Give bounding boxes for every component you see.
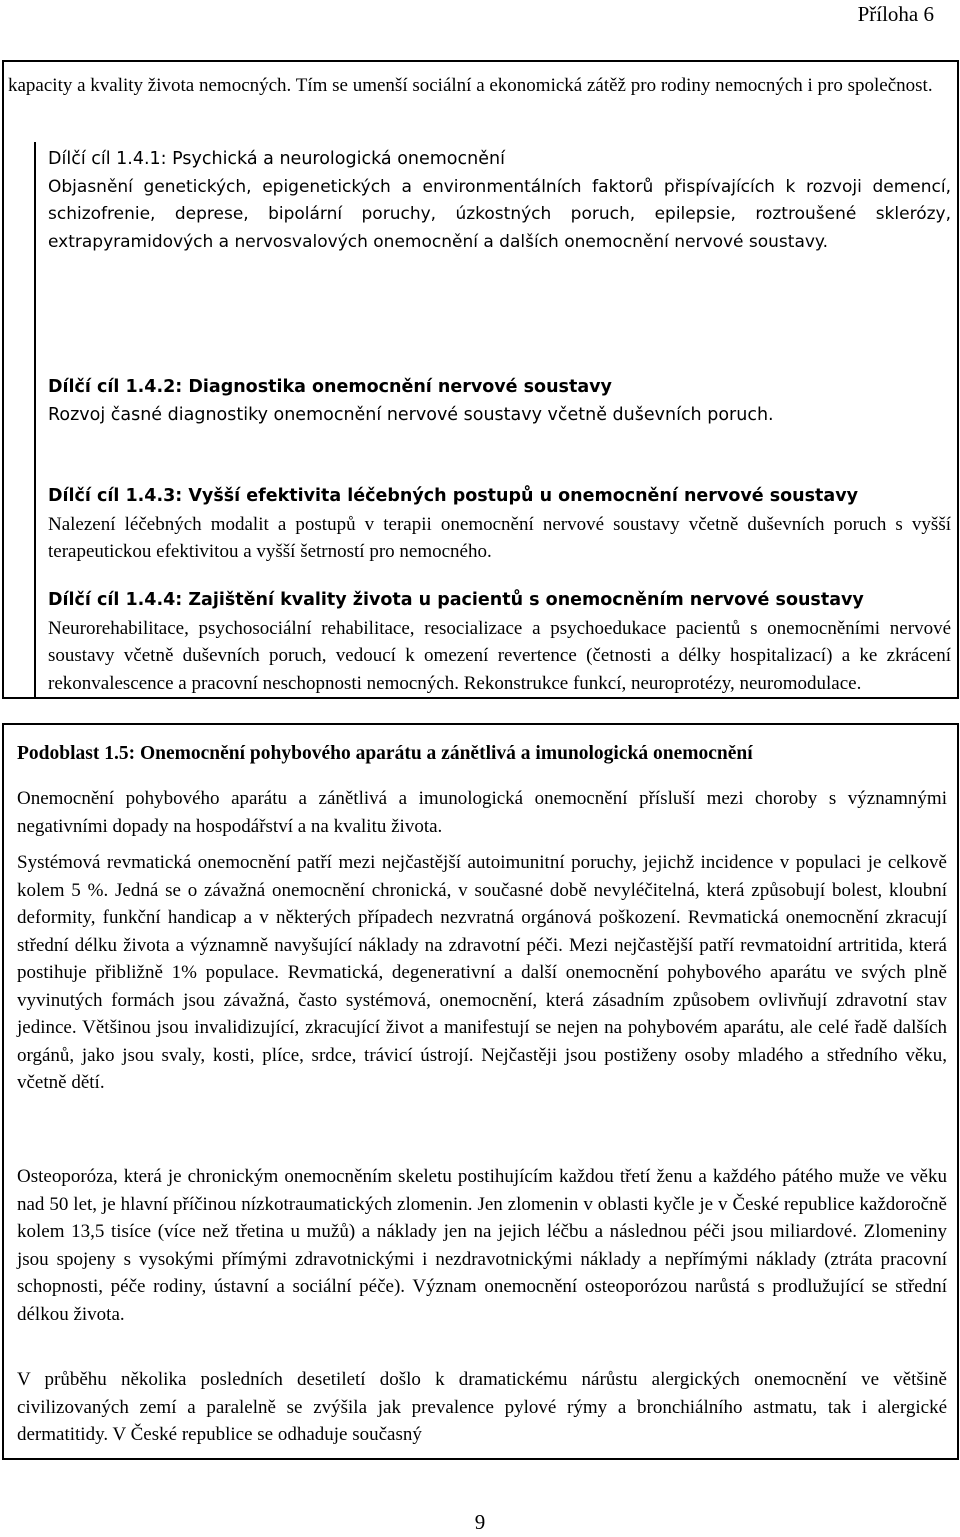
paragraph: Onemocnění pohybového aparátu a zánětlivá a imunologická onemocnění přísluší mezi choroby s významnými negativními dopady na hospodářství a na kvalitu života. <box>17 788 947 837</box>
attachment-label: Příloha 6 <box>857 2 934 26</box>
page-number: 9 <box>474 1510 486 1534</box>
goal-text: Neurorehabilitace, psychosociální rehabilitace, resocializace a psychoedukace pacientů s onemocněními nervové soustavy včetně duševních poruch, vedoucí k omezení revertence (četnosti a délky hospitalizací) a ke zkrácení rekonvalescence a pracovní neschopnosti nemocných. Rekonstrukce funkcí, neuroprotézy, neuromodulace. <box>48 617 951 694</box>
goal-1-4-3 <box>48 483 951 566</box>
goal-title: Dílčí cíl 1.4.3: Vyšší efektivita léčebných postupů u onemocnění nervové soustavy <box>48 486 859 506</box>
goal-1-4-2 <box>48 374 951 429</box>
intro-paragraph: kapacity a kvality života nemocných. Tím se umenší sociální a ekonomická zátěž pro rodiny nemocných i pro společnost. <box>8 75 933 96</box>
table-divider <box>34 142 36 697</box>
subarea-section <box>2 723 959 1460</box>
goal-title: Dílčí cíl 1.4.4: Zajištění kvality života u pacientů s onemocněním nervové soustavy <box>48 590 864 610</box>
goal-title: Dílčí cíl 1.4.2: Diagnostika onemocnění nervové soustavy <box>48 377 612 397</box>
goal-text: Rozvoj časné diagnostiky onemocnění nervové soustavy včetně duševních poruch. <box>48 404 774 425</box>
section-title: Podoblast 1.5: Onemocnění pohybového aparátu a zánětlivá a imunologická onemocnění <box>17 743 753 764</box>
paragraph: Osteoporóza, která je chronickým onemocněním skeletu postihujícím každou třetí ženu a každého pátého muže ve věku nad 50 let, je hlavní příčinou nízkotraumatických zlomenin. Jen zlomenin v oblasti kyčle je v České republice každoročně kolem 13,5 tisíce (více než třetina u mužů) a náklady jen na jejich léčbu a následnou péči jsou miliardové. Zlomeniny jsou spojeny s vysokými přímými zdravotnickými i nezdravotnickými náklady a nepřímými náklady (ztráta pracovní schopnosti, péče rodiny, ústavní a sociální péče). Význam onemocnění osteoporózou narůstá s prodlužující se střední délkou života. <box>17 1166 947 1325</box>
goal-1-4-1 <box>48 146 951 256</box>
goal-text: Objasnění genetických, epigenetických a environmentálních faktorů přispívajících k rozvoji demencí, schizofrenie, deprese, bipolární poruchy, úzkostných poruch, epilepsie, roztroušené sklerózy, extrapyramidových a nervosvalových onemocnění a dalších onemocnění nervové soustavy. <box>48 176 951 252</box>
goal-title: Dílčí cíl 1.4.1: Psychická a neurologická onemocnění <box>48 149 505 169</box>
goal-text: Nalezení léčebných modalit a postupů v terapii onemocnění nervové soustavy včetně duševních poruch s vyšší terapeutickou efektivitou a vyšší šetrností pro nemocného. <box>48 513 951 562</box>
goals-table <box>2 60 959 699</box>
paragraph: Systémová revmatická onemocnění patří mezi nejčastější autoimunitní poruchy, jejichž incidence v populaci je celkově kolem 5 %. Jedná se o závažná onemocnění chronická, v současné době nevyléčitelná, která způsobují bolest, kloubní deformity, funkční handicap a v některých případech nezvratná orgánová poškození. Revmatická onemocnění zkracují střední délku života a významně navyšující náklady na zdravotní péči. Mezi nejčastější patří revmatoidní artritida, která postihuje přibližně 1% populace. Revmatická, degenerativní a další onemocnění pohybového aparátu ve svých plně vyvinutých formách jsou závažná, často systémová, onemocnění, která zásadním způsobem ovlivňují zdravotní stav jedince. Většinou jsou invalidizující, zkracující život a manifestují se nejen na pohybovém aparátu, ale celé řadě dalších orgánů, jako jsou svaly, kosti, plíce, srdce, trávicí ústrojí. Nejčastěji jsou postiženy osoby mladého a středního věku, včetně dětí. <box>17 852 947 1093</box>
paragraph: V průběhu několika posledních desetiletí došlo k dramatickému nárůstu alergických onemocnění ve většině civilizovaných zemí a paralelně se zvýšila jak prevalence pylové rýmy a bronchiálního astmatu, tak i alergické dermatitidy. V České republice se odhaduje současný <box>17 1369 947 1445</box>
goal-1-4-4 <box>48 587 951 697</box>
